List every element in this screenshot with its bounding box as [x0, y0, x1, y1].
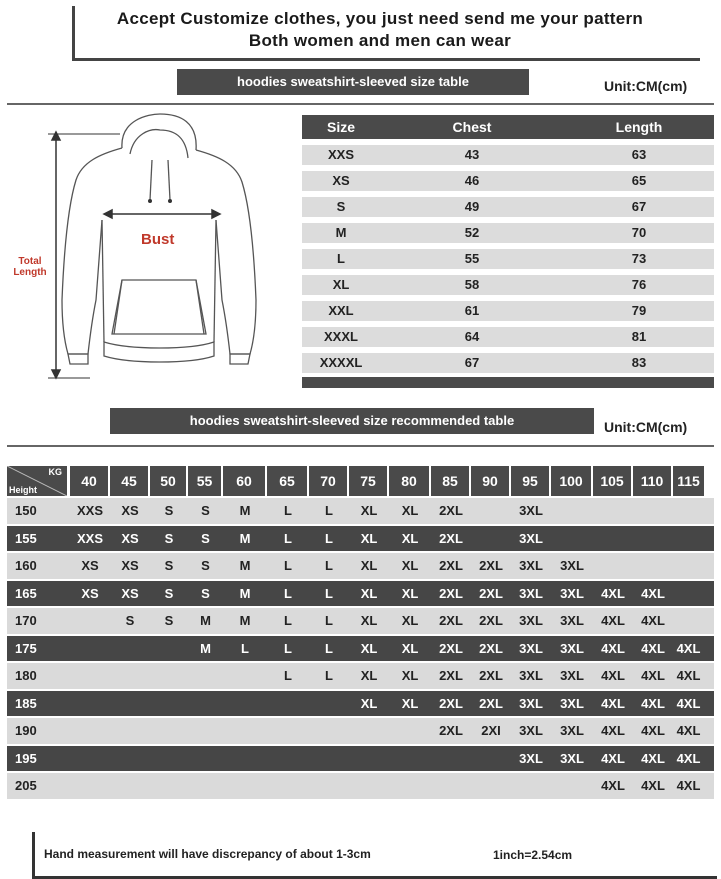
- chest-cell: 49: [464, 198, 480, 214]
- recommended-size-cell: 3XL: [519, 640, 543, 656]
- recommended-size-cell: [431, 746, 471, 772]
- recommended-size-cell: L: [284, 503, 292, 518]
- length-cell: 81: [631, 328, 647, 344]
- size-table-row: [302, 275, 714, 296]
- recommended-size-cell: XL: [401, 668, 419, 683]
- recommended-size-cell: [150, 636, 188, 662]
- recommended-size-cell: 4XL: [676, 723, 701, 738]
- recommended-size-cell: [150, 718, 188, 744]
- rec-table-header: [7, 466, 714, 496]
- rec-table-title: hoodies sweatshirt-sleeved size recommended table: [110, 408, 594, 434]
- recommended-size-cell: [223, 773, 267, 799]
- recommended-size-cell: L: [325, 558, 333, 573]
- recommended-size-cell: [593, 498, 633, 524]
- recommended-size-cell: XL: [360, 503, 378, 518]
- recommended-size-cell: [673, 526, 704, 552]
- recommended-size-cell: 2XL: [439, 503, 463, 518]
- recommended-size-cell: XL: [360, 585, 378, 601]
- corner-height-label: Height: [9, 485, 37, 495]
- recommended-size-cell: XL: [360, 640, 378, 656]
- recommended-size-cell: XL: [401, 695, 419, 711]
- recommended-size-cell: [673, 498, 704, 524]
- height-cell: 150: [15, 503, 37, 518]
- recommended-size-cell: 3XL: [560, 750, 584, 766]
- size-cell: L: [337, 250, 345, 266]
- recommended-size-cell: 4XL: [676, 750, 701, 766]
- recommended-size-cell: [150, 773, 188, 799]
- rec-table-row: [7, 773, 714, 799]
- recommended-size-cell: S: [164, 558, 174, 573]
- recommended-size-cell: [70, 636, 110, 662]
- chest-cell: 67: [464, 354, 480, 370]
- recommended-size-cell: [633, 498, 673, 524]
- chest-cell: 58: [464, 276, 480, 292]
- length-cell: 65: [631, 172, 647, 188]
- weight-header-cell: 90: [471, 466, 509, 496]
- rec-table-row: [7, 691, 714, 717]
- size-table-row: [302, 301, 714, 322]
- weight-header-cell: 115: [673, 466, 704, 496]
- recommended-size-cell: 3XL: [560, 558, 584, 573]
- recommended-size-cell: S: [125, 613, 135, 628]
- recommended-size-cell: XL: [401, 585, 419, 601]
- recommended-size-cell: 3XL: [519, 695, 543, 711]
- recommended-size-cell: [309, 691, 349, 717]
- recommended-size-cell: 3XL: [519, 585, 543, 601]
- length-cell: 76: [631, 276, 647, 292]
- recommended-size-cell: 2XL: [479, 585, 503, 601]
- recommended-size-cell: 4XL: [601, 668, 625, 683]
- recommended-size-cell: [633, 526, 673, 552]
- chest-cell: 64: [464, 328, 480, 344]
- recommended-size-cell: 2XL: [439, 640, 463, 656]
- recommended-size-cell: 2XL: [439, 695, 463, 711]
- recommended-size-cell: 3XL: [560, 613, 584, 628]
- size-table-footer-bar: [302, 377, 714, 388]
- recommended-size-cell: L: [284, 613, 292, 628]
- recommended-size-cell: XL: [401, 530, 419, 546]
- size-cell: XXXL: [324, 328, 358, 344]
- corner-kg-label: KG: [48, 467, 62, 477]
- recommended-size-cell: L: [325, 640, 333, 656]
- rec-table-row: [7, 608, 714, 634]
- height-cell: 160: [15, 558, 37, 573]
- recommended-size-cell: [431, 773, 471, 799]
- recommended-size-cell: S: [201, 530, 210, 546]
- recommended-size-cell: 4XL: [676, 695, 701, 711]
- recommended-size-cell: 2XL: [479, 668, 503, 683]
- recommended-size-cell: XS: [81, 558, 99, 573]
- recommended-size-cell: XS: [121, 530, 139, 546]
- size-cell: XS: [332, 172, 350, 188]
- size-table-unit: Unit:CM(cm): [604, 78, 688, 94]
- recommended-size-cell: [267, 718, 309, 744]
- recommended-size-cell: 2XI: [481, 723, 501, 738]
- recommended-size-cell: [309, 718, 349, 744]
- recommended-size-cell: 4XL: [601, 723, 625, 738]
- recommended-size-cell: XL: [401, 640, 419, 656]
- chest-cell: 61: [464, 302, 480, 318]
- recommended-size-cell: XL: [360, 668, 378, 683]
- footer-note: Hand measurement will have discrepancy of about 1-3cm: [44, 847, 371, 861]
- recommended-size-cell: 2XL: [479, 640, 503, 656]
- recommended-size-cell: [267, 746, 309, 772]
- recommended-size-cell: [223, 746, 267, 772]
- size-cell: XXL: [328, 302, 354, 318]
- recommended-size-cell: XL: [401, 503, 419, 518]
- recommended-size-cell: 3XL: [560, 640, 584, 656]
- recommended-size-cell: 3XL: [519, 613, 543, 628]
- recommended-size-cell: 2XL: [479, 558, 503, 573]
- recommended-size-cell: [110, 636, 150, 662]
- recommended-size-cell: 4XL: [676, 778, 701, 793]
- recommended-size-cell: 4XL: [641, 585, 665, 601]
- recommended-size-cell: S: [164, 530, 174, 546]
- recommended-size-cell: [673, 581, 704, 607]
- size-cell: XXXXL: [319, 354, 363, 370]
- recommended-size-cell: XS: [121, 503, 139, 518]
- height-cell: 180: [15, 668, 37, 683]
- size-table-row: [302, 223, 714, 244]
- height-cell: 165: [15, 585, 37, 601]
- height-cell: 170: [15, 613, 37, 628]
- recommended-size-cell: 4XL: [601, 750, 625, 766]
- recommended-size-cell: [593, 526, 633, 552]
- chest-col-header: Chest: [452, 119, 492, 135]
- height-cell: 205: [15, 778, 37, 793]
- height-cell: 190: [15, 723, 37, 738]
- recommended-size-cell: 3XL: [519, 723, 543, 738]
- rec-table-row: [7, 718, 714, 744]
- total-length-label-line2: Length: [13, 267, 47, 278]
- recommended-size-cell: XL: [360, 695, 378, 711]
- recommended-size-cell: L: [325, 613, 333, 628]
- recommended-size-cell: 4XL: [601, 613, 625, 628]
- weight-header-cell: 85: [431, 466, 469, 496]
- recommended-size-cell: 4XL: [601, 695, 625, 711]
- recommended-size-cell: [188, 746, 223, 772]
- recommended-size-cell: [110, 718, 150, 744]
- size-cell: M: [335, 224, 347, 240]
- weight-header-cell: 75: [349, 466, 387, 496]
- recommended-size-cell: [70, 691, 110, 717]
- recommended-size-cell: [471, 526, 511, 552]
- recommended-size-cell: [389, 773, 431, 799]
- recommended-size-cell: L: [325, 530, 333, 546]
- recommended-size-cell: [150, 663, 188, 689]
- recommended-size-cell: [223, 718, 267, 744]
- size-table-row: [302, 171, 714, 192]
- recommended-size-cell: L: [284, 530, 292, 546]
- recommended-size-cell: XXS: [76, 503, 103, 518]
- recommended-size-cell: [309, 773, 349, 799]
- recommended-size-cell: 2XL: [439, 613, 463, 628]
- recommended-size-cell: XL: [401, 558, 419, 573]
- recommended-size-cell: XXS: [76, 530, 103, 546]
- recommended-size-cell: [593, 553, 633, 579]
- size-table-row: [302, 353, 714, 374]
- weight-header-cell: 70: [309, 466, 347, 496]
- weight-header-cell: 100: [551, 466, 591, 496]
- recommended-size-cell: [110, 773, 150, 799]
- recommended-table: [7, 466, 714, 799]
- recommended-size-cell: 4XL: [641, 778, 665, 793]
- recommended-size-cell: 3XL: [519, 668, 543, 683]
- recommended-size-cell: 3XL: [519, 530, 543, 546]
- weight-header-cell: 60: [223, 466, 265, 496]
- recommended-size-cell: 4XL: [676, 640, 701, 656]
- recommended-size-cell: L: [325, 503, 333, 518]
- chest-cell: 55: [464, 250, 480, 266]
- weight-header-cell: 105: [593, 466, 631, 496]
- recommended-size-cell: M: [239, 585, 251, 601]
- header-line-2: Both women and men can wear: [248, 31, 512, 50]
- hoodie-diagram: [30, 110, 290, 390]
- recommended-size-cell: M: [200, 613, 211, 628]
- size-table-title: hoodies sweatshirt-sleeved size table: [177, 69, 529, 95]
- weight-header-cell: 80: [389, 466, 429, 496]
- recommended-size-cell: [309, 746, 349, 772]
- recommended-size-cell: [70, 746, 110, 772]
- recommended-size-cell: S: [201, 558, 210, 573]
- height-cell: 195: [15, 750, 37, 766]
- size-table-row: [302, 249, 714, 270]
- rec-table-row: [7, 553, 714, 579]
- height-cell: 185: [15, 695, 37, 711]
- recommended-size-cell: 3XL: [519, 750, 543, 766]
- recommended-size-cell: 3XL: [560, 695, 584, 711]
- recommended-size-cell: 3XL: [519, 503, 543, 518]
- rec-table-row: [7, 746, 714, 772]
- recommended-size-cell: [223, 663, 267, 689]
- recommended-size-cell: [471, 498, 511, 524]
- recommended-size-cell: 4XL: [641, 668, 665, 683]
- recommended-size-cell: [150, 691, 188, 717]
- recommended-size-cell: M: [239, 558, 251, 573]
- size-table: [302, 115, 714, 388]
- recommended-size-cell: 2XL: [439, 558, 463, 573]
- recommended-size-cell: L: [325, 668, 333, 683]
- recommended-size-cell: 3XL: [560, 668, 584, 683]
- recommended-size-cell: [70, 718, 110, 744]
- recommended-size-cell: [188, 773, 223, 799]
- recommended-size-cell: [70, 663, 110, 689]
- recommended-size-cell: M: [200, 640, 211, 656]
- size-cell: XXS: [327, 146, 354, 162]
- recommended-size-cell: [551, 773, 593, 799]
- recommended-size-cell: L: [284, 668, 292, 683]
- recommended-size-cell: S: [164, 585, 174, 601]
- recommended-size-cell: [389, 718, 431, 744]
- recommended-size-cell: [188, 718, 223, 744]
- recommended-size-cell: 2XL: [439, 723, 463, 738]
- chest-cell: 52: [464, 224, 480, 240]
- recommended-size-cell: 4XL: [641, 695, 665, 711]
- size-cell: XL: [332, 276, 350, 292]
- recommended-size-cell: [70, 773, 110, 799]
- recommended-size-cell: L: [325, 585, 333, 601]
- recommended-size-cell: [188, 691, 223, 717]
- recommended-size-cell: 4XL: [601, 778, 625, 793]
- recommended-size-cell: XS: [121, 585, 139, 601]
- recommended-size-cell: [633, 553, 673, 579]
- size-table-header: [302, 115, 714, 139]
- recommended-size-cell: [349, 773, 389, 799]
- divider-top: [7, 103, 714, 105]
- length-cell: 79: [631, 302, 647, 318]
- size-table-row: [302, 197, 714, 218]
- size-cell: S: [336, 198, 346, 214]
- length-cell: 83: [631, 354, 647, 370]
- recommended-size-cell: [267, 773, 309, 799]
- recommended-size-cell: 2XL: [479, 613, 503, 628]
- weight-header-cell: 45: [110, 466, 148, 496]
- total-length-label-line1: Total: [18, 256, 42, 267]
- recommended-size-cell: [349, 746, 389, 772]
- recommended-size-cell: [110, 691, 150, 717]
- weight-header-cell: 95: [511, 466, 549, 496]
- weight-header-cell: 50: [150, 466, 186, 496]
- rec-table-row: [7, 498, 714, 524]
- divider-middle: [7, 445, 714, 447]
- recommended-size-cell: [70, 608, 110, 634]
- rec-table-row: [7, 526, 714, 552]
- footer-conversion: 1inch=2.54cm: [493, 848, 573, 862]
- recommended-size-cell: XS: [81, 585, 99, 601]
- recommended-size-cell: [150, 746, 188, 772]
- recommended-size-cell: L: [284, 558, 292, 573]
- size-table-row: [302, 327, 714, 348]
- recommended-size-cell: [551, 498, 593, 524]
- recommended-size-cell: [673, 553, 704, 579]
- recommended-size-cell: S: [164, 613, 174, 628]
- recommended-size-cell: 2XL: [439, 668, 463, 683]
- total-length-label: [8, 256, 52, 278]
- recommended-size-cell: 3XL: [560, 585, 584, 601]
- height-cell: 155: [15, 530, 37, 546]
- recommended-size-cell: [471, 746, 511, 772]
- recommended-size-cell: L: [284, 585, 292, 601]
- recommended-size-cell: M: [239, 613, 251, 628]
- length-cell: 67: [631, 198, 647, 214]
- length-cell: 70: [631, 224, 647, 240]
- recommended-size-cell: M: [239, 503, 251, 518]
- chest-cell: 43: [464, 146, 480, 162]
- weight-header-cell: 40: [70, 466, 108, 496]
- recommended-size-cell: 4XL: [676, 668, 701, 683]
- recommended-size-cell: [551, 526, 593, 552]
- recommended-size-cell: XL: [401, 613, 419, 628]
- weight-header-cell: 65: [267, 466, 307, 496]
- recommended-size-cell: 3XL: [560, 723, 584, 738]
- recommended-size-cell: S: [164, 503, 174, 518]
- recommended-size-cell: L: [241, 640, 249, 656]
- recommended-size-cell: [188, 663, 223, 689]
- recommended-size-cell: 2XL: [439, 585, 463, 601]
- recommended-size-cell: [110, 746, 150, 772]
- recommended-size-cell: XS: [121, 558, 139, 573]
- recommended-size-cell: 3XL: [519, 558, 543, 573]
- recommended-size-cell: 2XL: [439, 530, 463, 546]
- recommended-size-cell: [389, 746, 431, 772]
- recommended-size-cell: 4XL: [641, 613, 665, 628]
- recommended-size-cell: S: [201, 503, 210, 518]
- recommended-size-cell: [471, 773, 511, 799]
- recommended-size-cell: XL: [360, 530, 378, 546]
- rec-table-row: [7, 636, 714, 662]
- recommended-size-cell: 4XL: [601, 640, 625, 656]
- recommended-size-cell: [267, 691, 309, 717]
- size-table-row: [302, 145, 714, 166]
- recommended-size-cell: 2XL: [479, 695, 503, 711]
- recommended-size-cell: [673, 608, 704, 634]
- chest-cell: 46: [464, 172, 480, 188]
- recommended-size-cell: XL: [360, 558, 378, 573]
- rec-table-unit: Unit:CM(cm): [604, 419, 688, 435]
- rec-corner-cell: [7, 466, 67, 496]
- header-line-1: Accept Customize clothes, you just need send me your pattern: [116, 9, 644, 28]
- rec-table-row: [7, 663, 714, 689]
- recommended-size-cell: [349, 718, 389, 744]
- bust-label: Bust: [141, 231, 175, 248]
- recommended-size-cell: XL: [360, 613, 378, 628]
- recommended-size-cell: 4XL: [641, 750, 665, 766]
- length-cell: 63: [631, 146, 647, 162]
- recommended-size-cell: S: [201, 585, 210, 601]
- length-cell: 73: [631, 250, 647, 266]
- recommended-size-cell: L: [284, 640, 292, 656]
- recommended-size-cell: 4XL: [641, 640, 665, 656]
- length-col-header: Length: [615, 119, 663, 135]
- height-cell: 175: [15, 640, 37, 656]
- recommended-size-cell: [110, 663, 150, 689]
- recommended-size-cell: [511, 773, 551, 799]
- recommended-size-cell: 4XL: [601, 585, 625, 601]
- weight-header-cell: 55: [188, 466, 221, 496]
- size-col-header: Size: [326, 119, 355, 135]
- recommended-size-cell: M: [239, 530, 251, 546]
- weight-header-cell: 110: [633, 466, 671, 496]
- rec-table-row: [7, 581, 714, 607]
- recommended-size-cell: [223, 691, 267, 717]
- recommended-size-cell: 4XL: [641, 723, 665, 738]
